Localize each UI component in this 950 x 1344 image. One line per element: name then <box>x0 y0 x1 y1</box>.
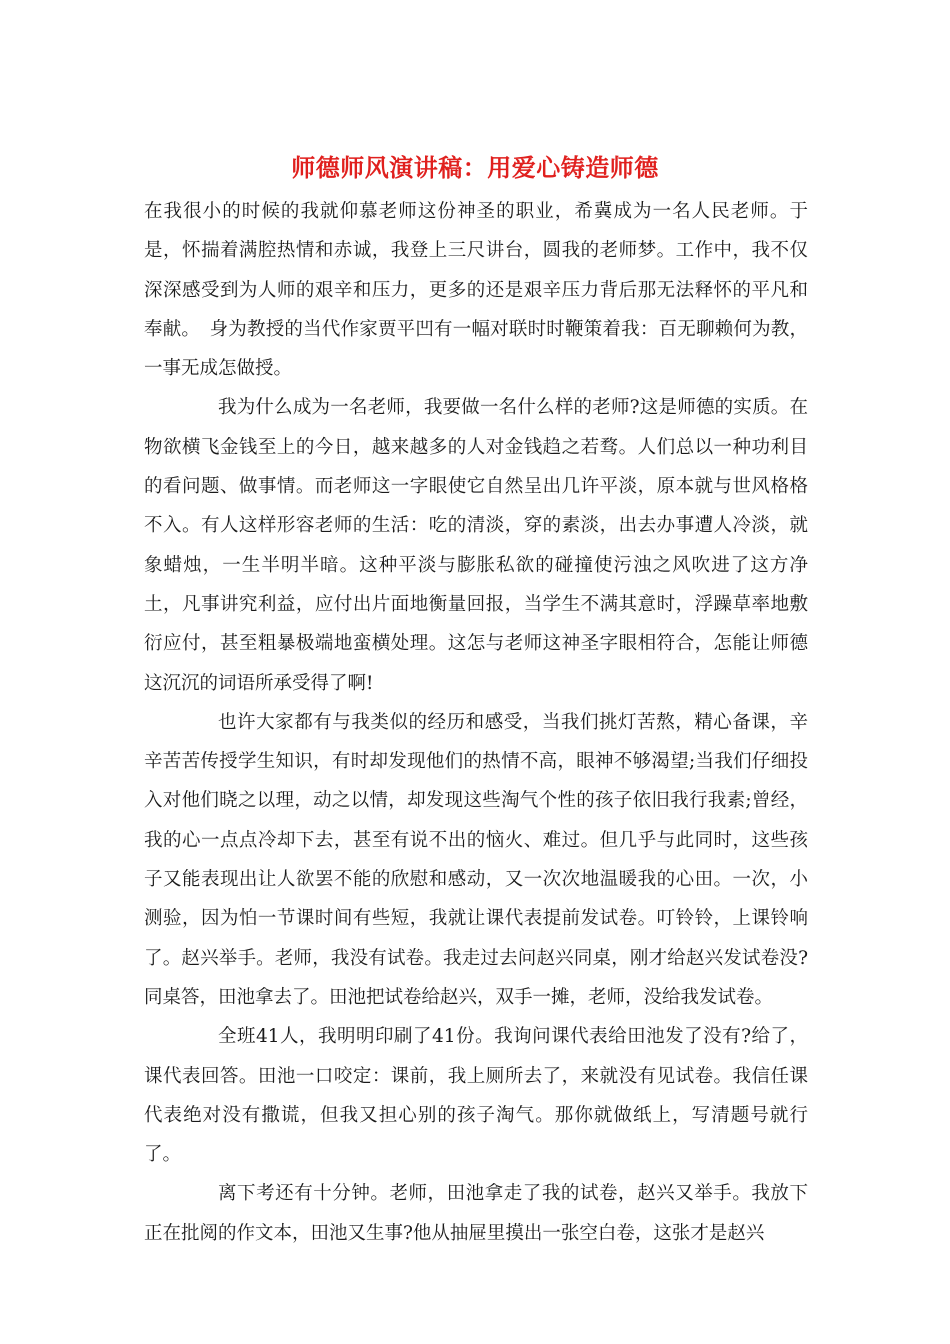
paragraph-3: 也许大家都有与我类似的经历和感受，当我们挑灯苦熬，精心备课，辛辛苦苦传授学生知识，有时却发现他们的热情不高，眼神不够渴望;当我们仔细投入对他们晓之以理，动之以情，却发现这些淘气个性的孩子依旧我行我素;曾经，我的心一点点冷却下去，甚至有说不出的恼火、难过。但几乎与此同时，这些孩子又能表现出让人欲罢不能的欣慰和感动，又一次次地温暖我的心田。一次，小测验，因为怕一节课时间有些短，我就让课代表提前发试卷。叮铃铃，上课铃响了。赵兴举手。老师，我没有试卷。我走过去问赵兴同桌，刚才给赵兴发试卷没?同桌答，田池拿去了。田池把试卷给赵兴，双手一摊，老师，没给我发试卷。 <box>144 711 808 1008</box>
paragraph-5: 离下考还有十分钟。老师，田池拿走了我的试卷，赵兴又举手。我放下正在批阅的作文本，田池又生事?他从抽屉里摸出一张空白卷，这张才是赵兴 <box>144 1183 808 1244</box>
paragraph-1: 在我很小的时候的我就仰慕老师这份神圣的职业，希冀成为一名人民老师。于是，怀揣着满腔热情和赤诚，我登上三尺讲台，圆我的老师梦。工作中，我不仅深深感受到为人师的艰辛和压力，更多的还是艰辛压力背后那无法释怀的平凡和奉献。 身为教授的当代作家贾平凹有一幅对联时时鞭策着我：百无聊赖何为教，一事无成怎做授。 <box>144 201 808 380</box>
paragraph-2: 我为什么成为一名老师，我要做一名什么样的老师?这是师德的实质。在物欲横飞金钱至上的今日，越来越多的人对金钱趋之若骛。人们总以一种功利目的看问题、做事情。而老师这一字眼使它自然呈出几许平淡，原本就与世风格格不入。有人这样形容老师的生活：吃的清淡，穿的素淡，出去办事遭人冷淡，就象蜡烛，一生半明半暗。这种平淡与膨胀私欲的碰撞使污浊之风吹进了这方净土，凡事讲究利益，应付出片面地衡量回报，当学生不满其意时，浮躁草率地敷衍应付，甚至粗暴极端地蛮横处理。这怎与老师这神圣字眼相符合，怎能让师德这沉沉的词语所承受得了啊! <box>144 397 808 694</box>
document-body <box>144 192 808 1253</box>
paragraph-4: 全班41人，我明明印刷了41份。我询问课代表给田池发了没有?给了，课代表回答。田池一口咬定：课前，我上厕所去了，来就没有见试卷。我信任课代表绝对没有撒谎，但我又担心别的孩子淘气。那你就做纸上，写清题号就行了。 <box>144 1026 808 1166</box>
document-title: 师德师风演讲稿：用爱心铸造师德 <box>291 153 659 182</box>
